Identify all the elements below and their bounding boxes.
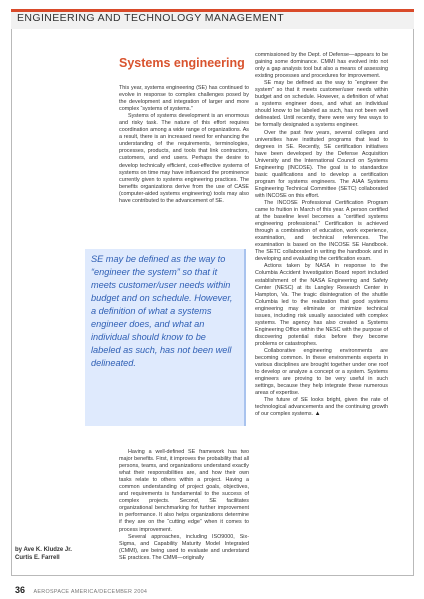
- paragraph: commissioned by the Dept. of Defense—appears to be gaining some dominance. CMMI has evolved into not only a gap analysis tool but also a means of assessing existing processes and procedures for improvement.: [255, 52, 388, 80]
- page-number: 36: [15, 585, 26, 595]
- left-column-top: [119, 85, 249, 248]
- paragraph-text: The future of SE looks bright, given the rate of technological advancements and the continuing growth of our complex systems.: [255, 397, 388, 418]
- right-column: [255, 52, 388, 572]
- paragraph: SE may be defined as the way to “engineer the system” so that it meets customer/user needs within budget and on schedule. However, a definition of what a systems engineer does, and what an individual should know to be labeled as such, has not been well delineated. Until recently, there were very few ways to be formally designated a systems engineer.: [255, 80, 388, 129]
- author-line: Curtis E. Farrell: [15, 555, 60, 561]
- paragraph: Over the past few years, several colleges and universities have instituted programs that lead to degrees in SE. Recently, SE certification initiatives have been developed by the Defense Acquisition University and the International Council on Systems Engineering (INCOSE). The goal is to standardize basic qualifications and to develop a certification program for systems engineers. The AIAA Systems Engineering Technical Committee (SETC) collaborated with INCOSE on this effort.: [255, 129, 388, 199]
- paragraph: This year, systems engineering (SE) has continued to evolve in response to complex challenges posed by the development and integration of larger and more complex “systems of systems.”: [119, 85, 249, 113]
- end-mark-icon: ▲: [314, 411, 321, 418]
- article-title: Systems engineering: [119, 56, 245, 70]
- paragraph-final: [255, 397, 388, 418]
- paragraph: Actions taken by NASA in response to the Columbia Accident Investigation Board report included establishment of the NASA Engineering and Safety Center (NESC) at its Langley Research Center in Hampton, Va. The tragic disintegration of the shuttle Columbia led to the realization that good systems engineering may eliminate or minimize technical issues, including risk usually associated with complex systems. The agency has also created a Systems Engineering Office within the NESC with the purpose of discovering potential risks before they become problems or catastrophes.: [255, 263, 388, 347]
- byline: [15, 546, 72, 562]
- author-line: by Ave K. Kludze Jr.: [15, 547, 72, 553]
- section-title: ENGINEERING AND TECHNOLOGY MANAGEMENT: [17, 12, 285, 24]
- paragraph: Systems of systems development is an enormous and risky task. The nature of this effort requires coordination among a wide range of organizations. As a result, there is an increased need for enhancing the understanding of the requirements, terminologies, processes, products, and tools that link contractors, customers, and end users. Perhaps the desire to develop technically efficient, cost-effective systems of systems on time may have influenced the prominence currently given to systems engineering practices. The benefits organizations derive from the use of CASE (computer-aided systems engineering) tools may also have contributed to the advancement of SE.: [119, 113, 249, 204]
- paragraph: Collaborative engineering environments are becoming common. In these environments experts in various disciplines are brought together under one roof to develop or analyze a concept or a system. Systems engineers are proving to be very useful in such settings, because they help integrate these numerous areas of expertise.: [255, 347, 388, 397]
- paragraph: The INCOSE Professional Certification Program came to fruition in March of this year. A person certified at the baseline level becomes a “certified systems engineering professional.” Certification is achieved through a combination of education, work experience, examination, and technical references. The examination is based on the INCOSE SE Handbook. The SETC collaborated in writing the handbook and in developing and evaluating the certification exam.: [255, 199, 388, 263]
- pull-quote-box: [85, 249, 246, 426]
- page-footer: [15, 580, 147, 598]
- pull-quote-text: SE may be defined as the way to “engineer the system” so that it meets customer/user needs within budget and on schedule. However, a definition of what a systems engineer does, and what an individual should know to be labeled as such, has not been well delineated.: [91, 254, 233, 368]
- left-column-bottom: [119, 449, 249, 572]
- paragraph: Having a well-defined SE framework has two major benefits. First, it improves the probability that all persons, teams, and organizations understand exactly what their responsibilities are, and how their own tasks relate to others within a project. Having a common understanding of project goals, objectives, and requirements is fundamental to the success of complex projects. Second, SE facilitates organizational benchmarking for further improvement in performance. It also helps organizations determine if they are on the “cutting edge” when it comes to process improvement.: [119, 449, 249, 533]
- publication-line: AEROSPACE AMERICA/DECEMBER 2004: [33, 589, 148, 595]
- paragraph: Several approaches, including ISO9000, Six-Sigma, and Capability Maturity Model Integrated (CMMI), are being used to evaluate and understand SE practices. The CMMI—originally: [119, 533, 249, 561]
